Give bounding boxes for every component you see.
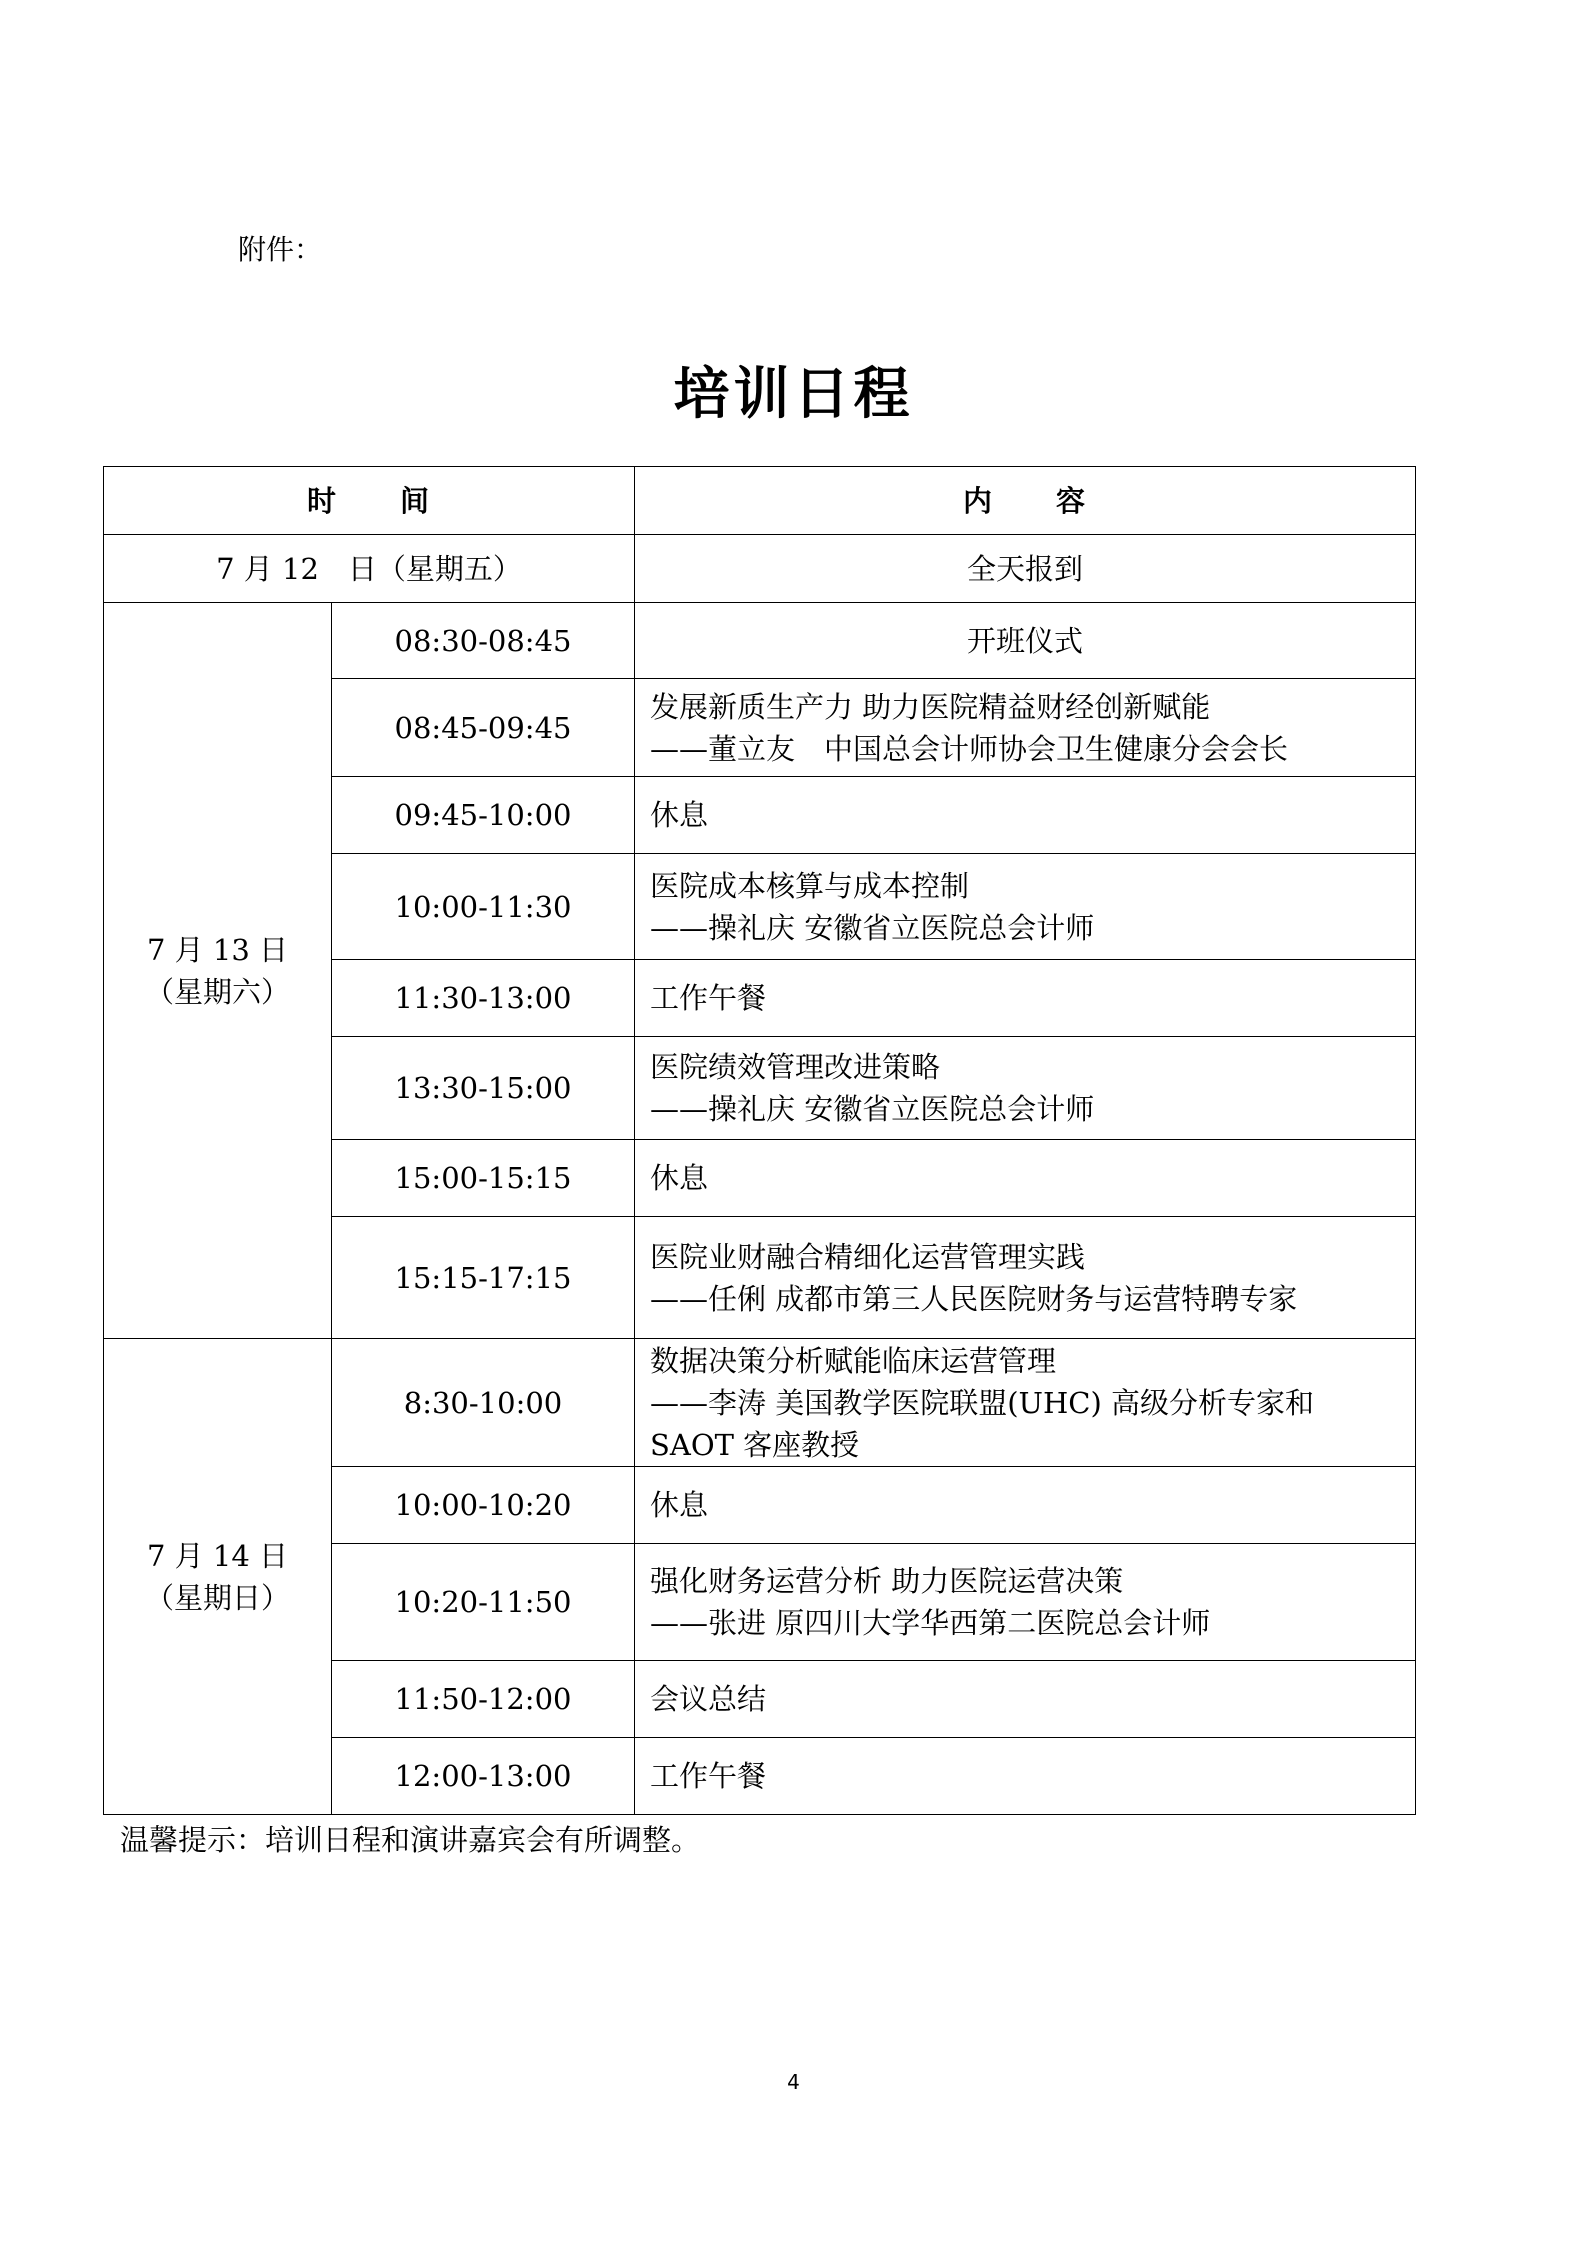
time-cell: 15:00-15:15 (332, 1140, 635, 1217)
table-row (104, 1339, 1416, 1467)
session-title: 医院业财融合精细化运营管理实践 (650, 1239, 1086, 1274)
session-speaker: ——李涛 美国教学医院联盟(UHC) 高级分析专家和 (650, 1385, 1315, 1420)
day1-date: 7 月 13 日 (146, 932, 288, 967)
session-speaker-cont: SAOT 客座教授 (650, 1427, 860, 1462)
day2-weekday: （星期日） (144, 1580, 290, 1615)
registration-date: 7 月 12 日（星期五） (104, 535, 635, 603)
time-cell: 11:50-12:00 (332, 1661, 635, 1738)
session-title: 发展新质生产力 助力医院精益财经创新赋能 (650, 689, 1211, 724)
time-cell: 10:00-11:30 (332, 854, 635, 960)
session-title: 数据决策分析赋能临床运营管理 (650, 1343, 1057, 1378)
day1-weekday: （星期六） (144, 974, 290, 1009)
content-cell (635, 1037, 1416, 1140)
content-cell (635, 1544, 1416, 1661)
content-cell: 工作午餐 (635, 960, 1416, 1037)
session-speaker: ——操礼庆 安徽省立医院总会计师 (650, 910, 1095, 945)
time-cell: 12:00-13:00 (332, 1738, 635, 1815)
attachment-label: 附件： (238, 233, 323, 266)
time-cell: 15:15-17:15 (332, 1217, 635, 1339)
session-title: 医院绩效管理改进策略 (650, 1050, 941, 1084)
session-speaker: ——操礼庆 安徽省立医院总会计师 (650, 1092, 1095, 1126)
session-speaker: ——张进 原四川大学华西第二医院总会计师 (650, 1606, 1211, 1640)
session-speaker: ——董立友 中国总会计师协会卫生健康分会会长 (650, 731, 1289, 766)
page-title: 培训日程 (673, 362, 914, 427)
time-cell: 13:30-15:00 (332, 1037, 635, 1140)
footnote: 温馨提示：培训日程和演讲嘉宾会有所调整。 (120, 1823, 701, 1857)
day2-date: 7 月 14 日 (146, 1538, 288, 1573)
page-number: 4 (787, 2070, 800, 2094)
day1-date-cell (104, 603, 332, 1339)
content-cell: 休息 (635, 777, 1416, 854)
time-cell: 11:30-13:00 (332, 960, 635, 1037)
content-cell: 会议总结 (635, 1661, 1416, 1738)
header-time: 时 间 (104, 467, 635, 535)
time-cell: 08:45-09:45 (332, 679, 635, 777)
content-cell (635, 1339, 1416, 1467)
header-content: 内 容 (635, 467, 1416, 535)
session-speaker: ——任俐 成都市第三人民医院财务与运营特聘专家 (650, 1281, 1298, 1316)
content-cell: 工作午餐 (635, 1738, 1416, 1815)
schedule-table (103, 466, 1416, 1815)
time-cell: 10:00-10:20 (332, 1467, 635, 1544)
time-cell: 08:30-08:45 (332, 603, 635, 679)
time-cell: 8:30-10:00 (332, 1339, 635, 1467)
time-cell: 09:45-10:00 (332, 777, 635, 854)
content-cell: 休息 (635, 1467, 1416, 1544)
session-title: 医院成本核算与成本控制 (650, 868, 970, 903)
day2-date-cell (104, 1339, 332, 1815)
content-cell (635, 854, 1416, 960)
registration-content: 全天报到 (635, 535, 1416, 603)
session-title: 强化财务运营分析 助力医院运营决策 (650, 1564, 1124, 1598)
time-cell: 10:20-11:50 (332, 1544, 635, 1661)
content-cell: 开班仪式 (635, 603, 1416, 679)
table-row (104, 603, 1416, 679)
table-header-row (104, 467, 1416, 535)
content-cell (635, 679, 1416, 777)
registration-row (104, 535, 1416, 603)
content-cell (635, 1217, 1416, 1339)
content-cell: 休息 (635, 1140, 1416, 1217)
